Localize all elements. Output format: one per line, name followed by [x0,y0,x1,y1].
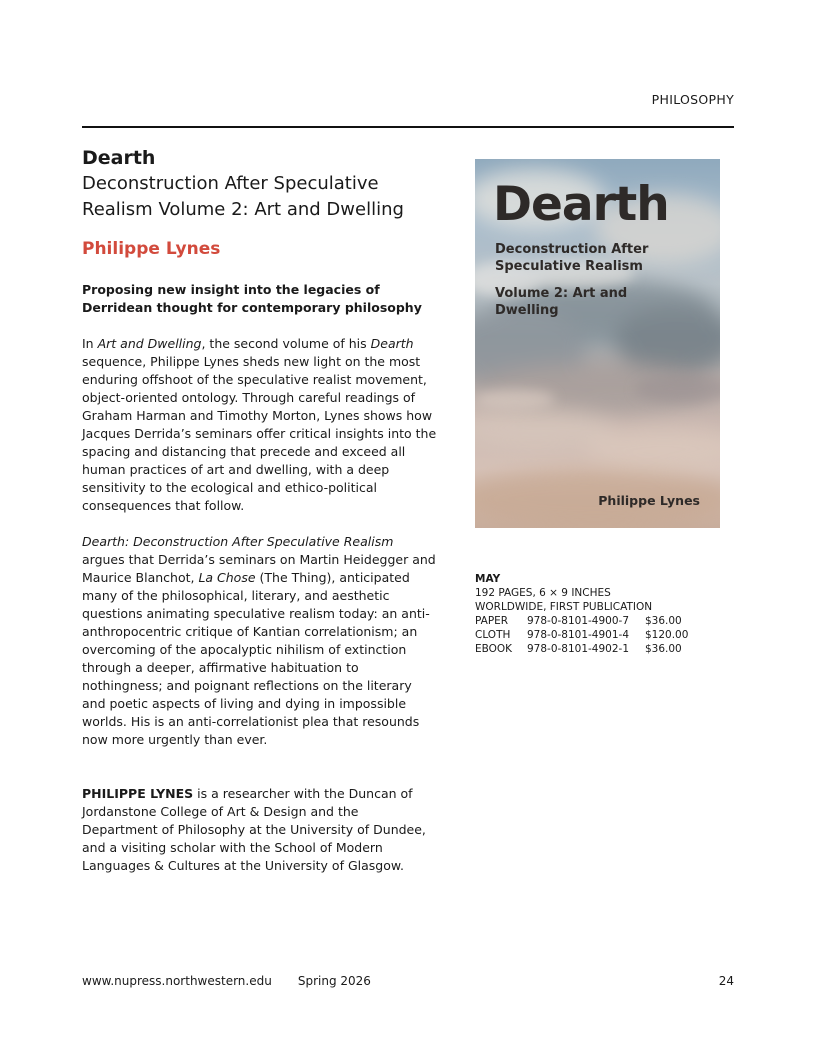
cover-volume: Volume 2: Art and Dwelling [495,286,628,318]
cover-title: Dearth [493,177,669,232]
cover-author: Philippe Lynes [598,493,700,508]
cover-subtitle: Deconstruction After Speculative Realism [495,242,649,274]
edition-format: CLOTH [475,629,511,641]
author-bio [82,785,438,875]
rights-info: WORLDWIDE, FIRST PUBLICATION [475,601,653,613]
bio-author-name: PHILIPPE LYNES [82,786,194,801]
edition-isbn: 978-0-8101-4901-4 [527,629,630,641]
edition-isbn: 978-0-8101-4900-7 [527,615,630,627]
book-tagline: Proposing new insight into the legacies of Derridean thought for contemporary philosophy [82,282,422,315]
edition-row [475,642,735,656]
edition-price: $36.00 [645,615,682,627]
page-count-trim: 192 PAGES, 6 × 9 INCHES [475,587,611,599]
section-category: PHILOSOPHY [651,92,734,107]
edition-isbn: 978-0-8101-4902-1 [527,643,630,655]
book-title: Dearth [82,147,156,169]
p2-text-1: argues that Derrida’s seminars on Martin Heidegger and Maurice Blanchot, [82,552,436,585]
p1-text-2: , the second volume of his [201,336,371,351]
book-specifications [475,572,735,656]
p1-text-3: sequence, Philippe Lynes sheds new light on the most enduring offshoot of the speculative realist movement, object-oriented ontology. Through careful readings of Graham Harman and Timothy Morton, Lynes shows how Jacques Derrida’s seminars offer critical insights into the spacing and distancing that precede and exceed all human practices of art and dwelling, with a deep sensitivity to the ecological and ethico-political consequences that follow. [82,354,437,513]
edition-format: EBOOK [475,643,513,655]
book-cover-image [475,159,720,528]
p2-italic-1: Dearth: Deconstruction After Speculative Realism [82,534,394,549]
bio-text: is a researcher with the Duncan of Jordanstone College of Art & Design and the Department of Philosophy at the University of Dundee, and a visiting scholar with the School of Modern Languages & Cultures at the University of Glasgow. [82,786,426,873]
p1-italic-1: Art and Dwelling [97,336,202,351]
page-footer [82,974,734,988]
book-subtitle: Deconstruction After Speculative Realism Volume 2: Art and Dwelling [82,173,404,220]
edition-price: $36.00 [645,643,682,655]
footer-season: Spring 2026 [297,974,371,988]
book-description-column [82,146,438,875]
p1-text-1: In [82,336,98,351]
release-month: MAY [475,573,501,585]
header-rule [82,126,734,128]
p2-text-2: (The Thing), anticipated many of the philosophical, literary, and aesthetic questions animating speculative realism today: an anti-anthropocentric critique of Kantian correlationism; an overcoming of the apocalyptic nihilism of extinction through a deeper, affirmative habituation to nothingness; and poignant reflections on the literary and poetic aspects of living and dying in impossible worlds. His is an anti-correlationist plea that resounds now more urgently than ever. [82,570,430,747]
edition-format: PAPER [475,615,509,627]
edition-row [475,614,735,628]
edition-price: $120.00 [645,629,689,641]
description-paragraph-1 [82,335,438,515]
p1-italic-2: Dearth [370,336,414,351]
footer-url[interactable]: www.nupress.northwestern.edu [82,974,272,988]
book-author: Philippe Lynes [82,239,221,259]
description-paragraph-2 [82,533,438,749]
page-number: 24 [718,974,734,988]
edition-row [475,628,735,642]
p2-italic-2: La Chose [198,570,256,585]
